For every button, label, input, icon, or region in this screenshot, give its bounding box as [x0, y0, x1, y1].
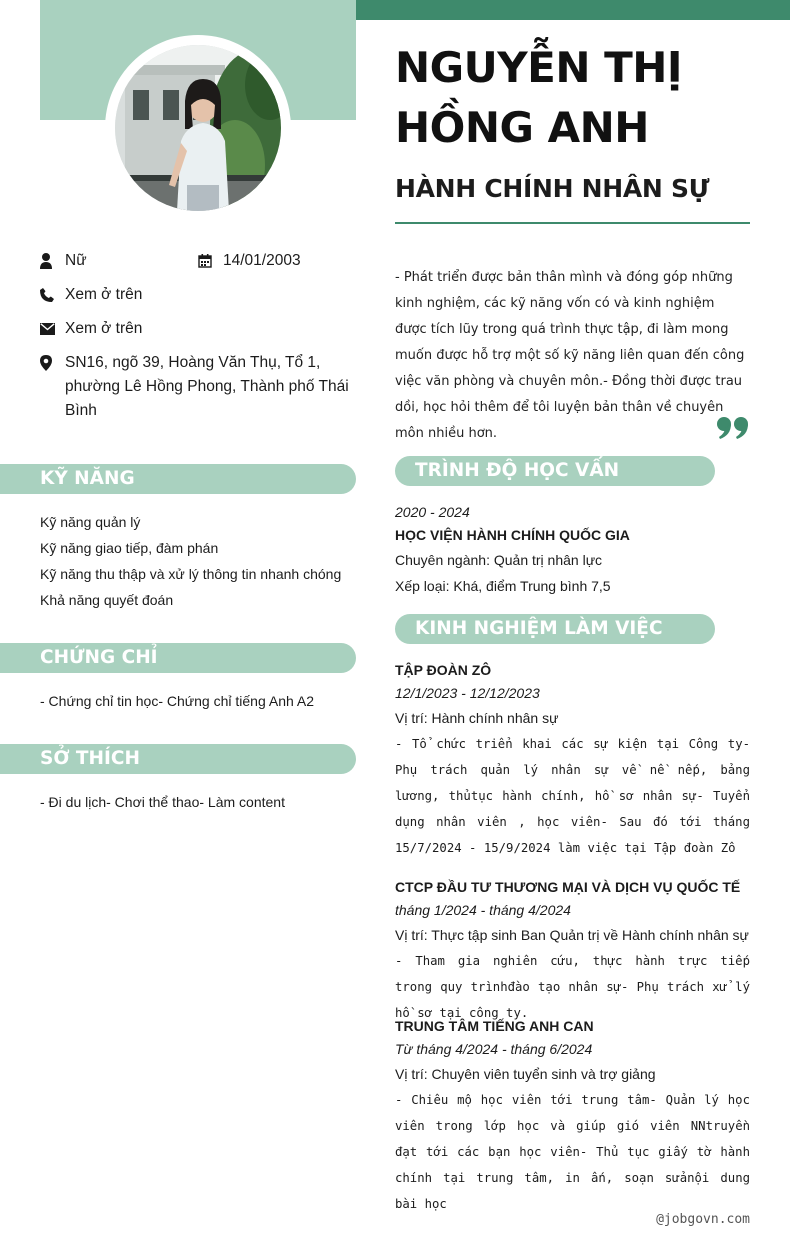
- education-period: 2020 - 2024: [395, 504, 470, 520]
- phone-row: [40, 283, 142, 307]
- hobbies-text: - Đi du lịch- Chơi thể thao- Làm content: [40, 794, 285, 810]
- experience-heading-bar: [395, 614, 715, 644]
- job-company: TẬP ĐOÀN ZÔ: [395, 662, 492, 678]
- envelope-icon: [40, 317, 65, 341]
- job-period: Từ tháng 4/2024 - tháng 6/2024: [395, 1041, 593, 1057]
- skill-item: Kỹ năng giao tiếp, đàm phán: [40, 540, 219, 556]
- job-company: CTCP ĐẦU TƯ THƯƠNG MẠI VÀ DỊCH VỤ QUỐC TẾ: [395, 879, 741, 895]
- job-description: - Tham gia nghiên cứu, thực hành trực tiếp trong quy trìnhđào tạo nhân sự- Phụ trách xử lý hồ sơ tại công ty.: [395, 954, 750, 1020]
- skills-heading: KỸ NĂNG: [40, 468, 135, 489]
- email-value[interactable]: Xem ở trên: [65, 320, 143, 337]
- education-school: HỌC VIỆN HÀNH CHÍNH QUỐC GIA: [395, 527, 630, 543]
- certificates-heading: CHỨNG CHỈ: [40, 647, 158, 668]
- job-description: - Chiêu mộ học viên tới trung tâm- Quản lý học viên trong lớp học và giúp gió viên NNtruyền đạt tới các bạn học viên- Thủ tục giấy tờ hành chính tại trung tâm, in ấn, soạn sửanội dung bài học: [395, 1093, 750, 1211]
- education-grade: Xếp loại: Khá, điểm Trung bình 7,5: [395, 578, 611, 594]
- name-line-1: NGUYỄN THỊ: [395, 43, 683, 92]
- footer-watermark: @jobgovn.com: [656, 1212, 750, 1227]
- skill-item: Kỹ năng quản lý: [40, 514, 141, 530]
- career-objective: - Phát triển được bản thân mình và đóng góp những kinh nghiệm, các kỹ năng vốn có và kinh nghiệm được tích lũy trong quá trình thực tập, đi làm mong muốn được hỗ trợ một số kỹ năng liên quan đến công việc văn phòng và chuyên môn.- Đồng thời được trau dồi, học hỏi thêm để tôi luyện bản thân về chuyên môn nhiều hơn.: [395, 270, 745, 441]
- full-name: [395, 38, 755, 158]
- job-position: Vị trí: Thực tập sinh Ban Quản trị về Hành chính nhân sự: [395, 927, 749, 943]
- avatar: [115, 45, 281, 211]
- job-title: HÀNH CHÍNH NHÂN SỰ: [395, 174, 710, 203]
- address-value: SN16, ngõ 39, Hoàng Văn Thụ, Tổ 1, phường Lê Hồng Phong, Thành phố Thái Bình: [65, 354, 349, 419]
- birthday-row: [198, 249, 301, 273]
- education-heading-bar: [395, 456, 715, 486]
- phone-value[interactable]: Xem ở trên: [65, 286, 143, 303]
- header-accent-bar: [356, 0, 790, 20]
- job-company: TRUNG TÂM TIẾNG ANH CAN: [395, 1018, 594, 1034]
- quote-icon: [716, 416, 750, 445]
- title-divider: [395, 222, 750, 224]
- birthday-value: 14/01/2003: [223, 252, 301, 269]
- gender-row: [40, 249, 87, 273]
- certificates-heading-bar: [0, 643, 356, 673]
- phone-icon: [40, 283, 65, 307]
- address-row: [40, 351, 356, 423]
- job-position: Vị trí: Hành chính nhân sự: [395, 710, 559, 726]
- experience-heading: KINH NGHIỆM LÀM VIỆC: [415, 618, 663, 639]
- education-major: Chuyên ngành: Quản trị nhân lực: [395, 552, 603, 568]
- certificates-text: - Chứng chỉ tin học- Chứng chỉ tiếng Anh A2: [40, 693, 315, 709]
- calendar-icon: [198, 249, 223, 273]
- job-period: 12/1/2023 - 12/12/2023: [395, 685, 540, 701]
- email-row: [40, 317, 142, 341]
- job-position: Vị trí: Chuyên viên tuyển sinh và trợ giảng: [395, 1066, 656, 1082]
- location-pin-icon: [40, 351, 65, 375]
- hobbies-heading: SỞ THÍCH: [40, 748, 140, 769]
- education-heading: TRÌNH ĐỘ HỌC VẤN: [415, 460, 620, 481]
- user-icon: [40, 249, 65, 273]
- job-description: - Tổ chức triển khai các sự kiện tại Công ty- Phụ trách quản lý nhân sự về nề nếp, bảng lương, thủtục hành chính, hồ sơ nhân sự- Tuyển dụng nhân viên , học viên- Sau đó tới tháng 15/7/2024 - 15/9/2024 làm việc tại Tập đoàn Zô: [395, 737, 750, 855]
- skills-heading-bar: [0, 464, 356, 494]
- hobbies-heading-bar: [0, 744, 356, 774]
- skill-item: Kỹ năng thu thập và xử lý thông tin nhanh chóng: [40, 566, 342, 582]
- gender-value: Nữ: [65, 252, 87, 269]
- job-period: tháng 1/2024 - tháng 4/2024: [395, 902, 571, 918]
- skill-item: Khả năng quyết đoán: [40, 592, 174, 608]
- name-line-2: HỒNG ANH: [395, 103, 649, 152]
